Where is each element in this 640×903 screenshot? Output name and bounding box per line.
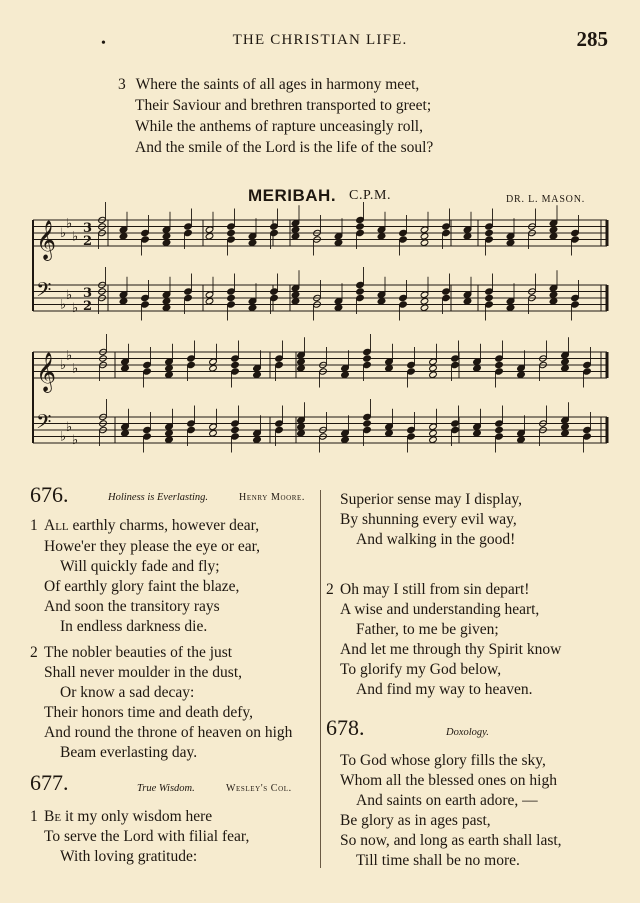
note-head	[356, 294, 365, 301]
note-head	[363, 348, 372, 355]
note-head	[162, 233, 171, 240]
note-head	[473, 430, 482, 437]
hymn-677-v1-line-3: With loving gratitude:	[60, 848, 198, 865]
hymn-677-v2-line-6: And find my way to heaven.	[356, 681, 533, 698]
note-head	[231, 361, 240, 368]
note-head	[463, 226, 472, 233]
hymn-676-v1-line-1: 1 All earthly charms, however dear,	[30, 517, 260, 534]
note-head	[291, 298, 300, 305]
note-head	[495, 426, 504, 433]
note-head	[205, 233, 214, 240]
hymn-676-v2-line-2: Shall never moulder in the dust,	[44, 664, 243, 681]
note-head	[385, 365, 394, 372]
top-verse-line-4: And the smile of the Lord is the life of the soul?	[135, 139, 434, 156]
note-head	[187, 420, 196, 427]
note-head	[420, 298, 429, 305]
hymn-677-v2-line-1: 2 Oh may I still from sin depart!	[326, 581, 530, 598]
note-head	[187, 426, 196, 433]
note-head	[463, 233, 472, 240]
note-head	[473, 358, 482, 365]
hymn-678-line-1: To God whose glory fills the sky,	[340, 752, 546, 769]
note-head	[485, 229, 494, 236]
note-head	[231, 420, 240, 427]
note-head	[377, 298, 386, 305]
note-head	[143, 433, 152, 440]
note-head	[143, 361, 152, 368]
note-head	[363, 420, 372, 427]
hymn-677-v1-line-2: To serve the Lord with filial fear,	[44, 828, 250, 845]
flat-sign-icon: ♭	[72, 229, 79, 245]
note-head	[517, 371, 526, 378]
note-head	[231, 368, 240, 375]
note-head	[561, 423, 570, 430]
hymn-676-v2-line-6: Beam everlasting day.	[60, 744, 198, 761]
note-head	[270, 223, 279, 230]
note-head	[334, 298, 343, 305]
note-head	[297, 417, 306, 424]
note-head	[363, 361, 372, 368]
note-head	[506, 298, 515, 305]
hymn-676-v2-line-5: And round the throne of heaven on high	[44, 724, 293, 741]
note-head	[119, 298, 128, 305]
note-head	[571, 229, 580, 236]
note-head	[209, 423, 218, 430]
note-head	[205, 291, 214, 298]
top-verse-line-2: Their Saviour and brethren transported to greet;	[135, 97, 432, 114]
flat-sign-icon: ♭	[66, 287, 73, 303]
hymn-678-line-5: So now, and long as earth shall last,	[340, 832, 562, 849]
note-head	[334, 239, 343, 246]
hymn-676-author: Henry Moore.	[239, 492, 306, 503]
hymn-676-v1-line-6: In endless darkness die.	[60, 618, 208, 635]
note-head	[549, 226, 558, 233]
note-head	[165, 365, 174, 372]
note-head	[297, 358, 306, 365]
note-head	[205, 226, 214, 233]
flat-sign-icon: ♭	[66, 419, 73, 435]
note-head	[561, 358, 570, 365]
note-head	[451, 426, 460, 433]
note-head	[162, 304, 171, 311]
note-head	[407, 368, 416, 375]
note-head	[385, 430, 394, 437]
flat-sign-icon: ♭	[72, 432, 79, 448]
note-head	[549, 220, 558, 227]
note-head	[275, 426, 284, 433]
note-head	[429, 423, 438, 430]
note-head	[184, 294, 193, 301]
note-head	[561, 365, 570, 372]
note-head	[473, 423, 482, 430]
flat-sign-icon: ♭	[60, 226, 67, 241]
note-head	[385, 358, 394, 365]
tune-meter: C.P.M.	[349, 188, 392, 203]
note-head	[377, 233, 386, 240]
note-head	[399, 236, 408, 243]
hymn-678-line-3: And saints on earth adore, —	[356, 792, 538, 809]
note-head	[184, 288, 193, 295]
note-head	[165, 430, 174, 437]
note-head	[442, 294, 451, 301]
note-head	[248, 298, 257, 305]
note-head	[209, 430, 218, 437]
hymn-677-v2-line-5: To glorify my God below,	[340, 661, 502, 678]
note-head	[420, 291, 429, 298]
note-head	[517, 365, 526, 372]
note-head	[165, 423, 174, 430]
note-head	[121, 430, 130, 437]
flat-sign-icon: ♭	[66, 348, 73, 364]
note-head	[297, 365, 306, 372]
note-head	[121, 358, 130, 365]
hymn-676-title: Holiness is Everlasting.	[108, 492, 209, 503]
note-head	[485, 236, 494, 243]
note-head	[162, 226, 171, 233]
note-head	[495, 361, 504, 368]
hymn-678-number: 678.	[326, 715, 365, 740]
note-head	[291, 291, 300, 298]
hymn-678-line-4: Be glory as in ages past,	[340, 812, 491, 829]
hymn-678-line-2: Whom all the blessed ones on high	[340, 772, 557, 789]
note-head	[341, 365, 350, 372]
note-head	[583, 361, 592, 368]
note-head	[399, 229, 408, 236]
note-head	[119, 226, 128, 233]
tune-composer: DR. L. MASON.	[506, 194, 586, 205]
note-head	[143, 368, 152, 375]
top-verse-line-1: 3 Where the saints of all ages in harmony meet,	[118, 76, 420, 93]
note-head	[270, 294, 279, 301]
note-head	[227, 236, 236, 243]
hymn-676-number: 676.	[30, 482, 69, 507]
note-head	[549, 233, 558, 240]
note-head	[291, 226, 300, 233]
note-head	[549, 291, 558, 298]
hymn-677-v1-line-6: And walking in the good!	[356, 531, 516, 548]
note-head	[253, 371, 262, 378]
note-head	[583, 368, 592, 375]
note-head	[363, 426, 372, 433]
flat-sign-icon: ♭	[72, 361, 79, 377]
hymn-677-v2-line-3: Father, to me be given;	[356, 621, 499, 638]
note-head	[248, 233, 257, 240]
note-head	[407, 426, 416, 433]
hymn-677-v2-line-4: And let me through thy Spirit know	[340, 641, 562, 658]
hymn-676-v2-line-4: Their honors time and death defy,	[44, 704, 254, 721]
flat-sign-icon: ♭	[72, 300, 79, 316]
note-head	[253, 365, 262, 372]
note-head	[517, 430, 526, 437]
flat-sign-icon: ♭	[66, 216, 73, 232]
hymn-676-v1-line-3: Will quickly fade and fly;	[60, 558, 220, 575]
note-head	[231, 433, 240, 440]
note-head	[119, 291, 128, 298]
hymn-677-number: 677.	[30, 770, 69, 795]
note-head	[583, 433, 592, 440]
note-head	[506, 233, 515, 240]
note-head	[429, 365, 438, 372]
note-head	[275, 420, 284, 427]
note-head	[407, 361, 416, 368]
time-signature-top: 3	[83, 221, 93, 236]
note-head	[451, 420, 460, 427]
note-head	[275, 355, 284, 362]
hymn-676-v2-line-1: 2 The nobler beauties of the just	[30, 644, 233, 661]
hymn-677-v2-line-2: A wise and understanding heart,	[340, 601, 540, 618]
note-head	[485, 301, 494, 308]
note-head	[162, 291, 171, 298]
note-head	[495, 433, 504, 440]
note-head	[119, 233, 128, 240]
hymn-677-author: Wesley's Col.	[226, 783, 292, 794]
note-head	[231, 355, 240, 362]
note-head	[485, 223, 494, 230]
hymn-677-v1-line-5: By shunning every evil way,	[340, 511, 517, 528]
note-head	[420, 233, 429, 240]
note-head	[442, 229, 451, 236]
note-head	[399, 301, 408, 308]
tune-name: MERIBAH.	[248, 186, 337, 205]
note-head	[141, 294, 150, 301]
hymn-676-v2-line-3: Or know a sad decay:	[60, 684, 195, 701]
note-head	[429, 371, 438, 378]
note-head	[463, 298, 472, 305]
flat-sign-icon: ♭	[60, 429, 67, 445]
note-head	[121, 423, 130, 430]
note-head	[184, 229, 193, 236]
note-head	[205, 298, 214, 305]
note-head	[420, 239, 429, 246]
note-head	[571, 301, 580, 308]
note-head	[341, 436, 350, 443]
note-head	[227, 301, 236, 308]
note-head	[187, 361, 196, 368]
treble-clef-icon: 𝄞	[36, 352, 57, 392]
note-head	[165, 358, 174, 365]
page-number: 285	[576, 27, 608, 51]
note-head	[141, 229, 150, 236]
note-head	[209, 358, 218, 365]
note-head	[231, 426, 240, 433]
note-head	[165, 436, 174, 443]
note-head	[485, 288, 494, 295]
hymn-677-v1-line-1: 1 Be it my only wisdom here	[30, 808, 213, 825]
note-head	[334, 304, 343, 311]
note-head	[420, 226, 429, 233]
hymn-676-v1-line-4: Of earthly glory faint the blaze,	[44, 578, 240, 595]
note-head	[165, 371, 174, 378]
note-head	[253, 436, 262, 443]
note-head	[143, 426, 152, 433]
note-head	[270, 288, 279, 295]
time-signature-bottom: 2	[83, 234, 93, 249]
note-head	[407, 433, 416, 440]
note-head	[297, 352, 306, 359]
note-head	[561, 417, 570, 424]
note-head	[561, 352, 570, 359]
note-head	[385, 423, 394, 430]
note-head	[429, 358, 438, 365]
note-head	[549, 285, 558, 292]
note-head	[442, 223, 451, 230]
note-head	[291, 233, 300, 240]
note-head	[162, 239, 171, 246]
note-head	[297, 423, 306, 430]
note-head	[356, 281, 365, 288]
flat-sign-icon: ♭	[60, 297, 67, 313]
bass-clef-icon: 𝄢	[36, 278, 52, 306]
note-head	[571, 294, 580, 301]
note-head	[341, 371, 350, 378]
note-head	[187, 355, 196, 362]
note-head	[227, 294, 236, 301]
flat-sign-icon: ♭	[60, 358, 67, 373]
hymn-677-v1-line-4: Superior sense may I display,	[340, 491, 522, 508]
note-head	[341, 430, 350, 437]
time-signature-top: 3	[83, 286, 93, 301]
note-head	[571, 236, 580, 243]
treble-clef-icon: 𝄞	[36, 220, 57, 260]
note-head	[184, 223, 193, 230]
note-head	[506, 304, 515, 311]
note-head	[291, 285, 300, 292]
note-head	[442, 288, 451, 295]
note-head	[356, 288, 365, 295]
note-head	[399, 294, 408, 301]
note-head	[248, 239, 257, 246]
note-head	[495, 420, 504, 427]
note-head	[495, 368, 504, 375]
note-head	[429, 436, 438, 443]
note-head	[356, 229, 365, 236]
note-head	[561, 430, 570, 437]
hymn-676-v1-line-2: Howe'er they please the eye or ear,	[44, 538, 261, 555]
header-dot: •	[101, 36, 106, 51]
bass-clef-icon: 𝄢	[36, 410, 52, 438]
note-head	[583, 426, 592, 433]
note-head	[334, 233, 343, 240]
note-head	[356, 223, 365, 230]
note-head	[451, 355, 460, 362]
top-verse-number: 3	[118, 76, 126, 93]
note-head	[506, 239, 515, 246]
note-head	[429, 430, 438, 437]
time-signature-bottom: 2	[83, 299, 93, 314]
note-head	[227, 229, 236, 236]
note-head	[141, 301, 150, 308]
hymn-678-line-6: Till time shall be no more.	[356, 852, 520, 869]
note-head	[549, 298, 558, 305]
note-head	[227, 288, 236, 295]
note-head	[485, 294, 494, 301]
column-rule	[320, 490, 321, 868]
note-head	[451, 361, 460, 368]
note-head	[275, 361, 284, 368]
note-head	[473, 365, 482, 372]
note-head	[356, 216, 365, 223]
hymn-678-title: Doxology.	[446, 727, 489, 738]
note-head	[420, 304, 429, 311]
note-head	[162, 298, 171, 305]
note-head	[209, 365, 218, 372]
top-verse-line-3: While the anthems of rapture unceasingly roll,	[135, 118, 423, 135]
note-head	[248, 304, 257, 311]
note-head	[121, 365, 130, 372]
note-head	[270, 229, 279, 236]
hymn-676-v1-line-5: And soon the transitory rays	[44, 598, 220, 615]
note-head	[495, 355, 504, 362]
note-head	[377, 226, 386, 233]
note-head	[253, 430, 262, 437]
note-head	[363, 355, 372, 362]
note-head	[297, 430, 306, 437]
note-head	[463, 291, 472, 298]
note-head	[377, 291, 386, 298]
running-head: THE CHRISTIAN LIFE.	[232, 32, 408, 48]
note-head	[291, 220, 300, 227]
note-head	[517, 436, 526, 443]
note-head	[227, 223, 236, 230]
hymn-677-title: True Wisdom.	[137, 783, 195, 794]
note-head	[363, 413, 372, 420]
note-head	[141, 236, 150, 243]
